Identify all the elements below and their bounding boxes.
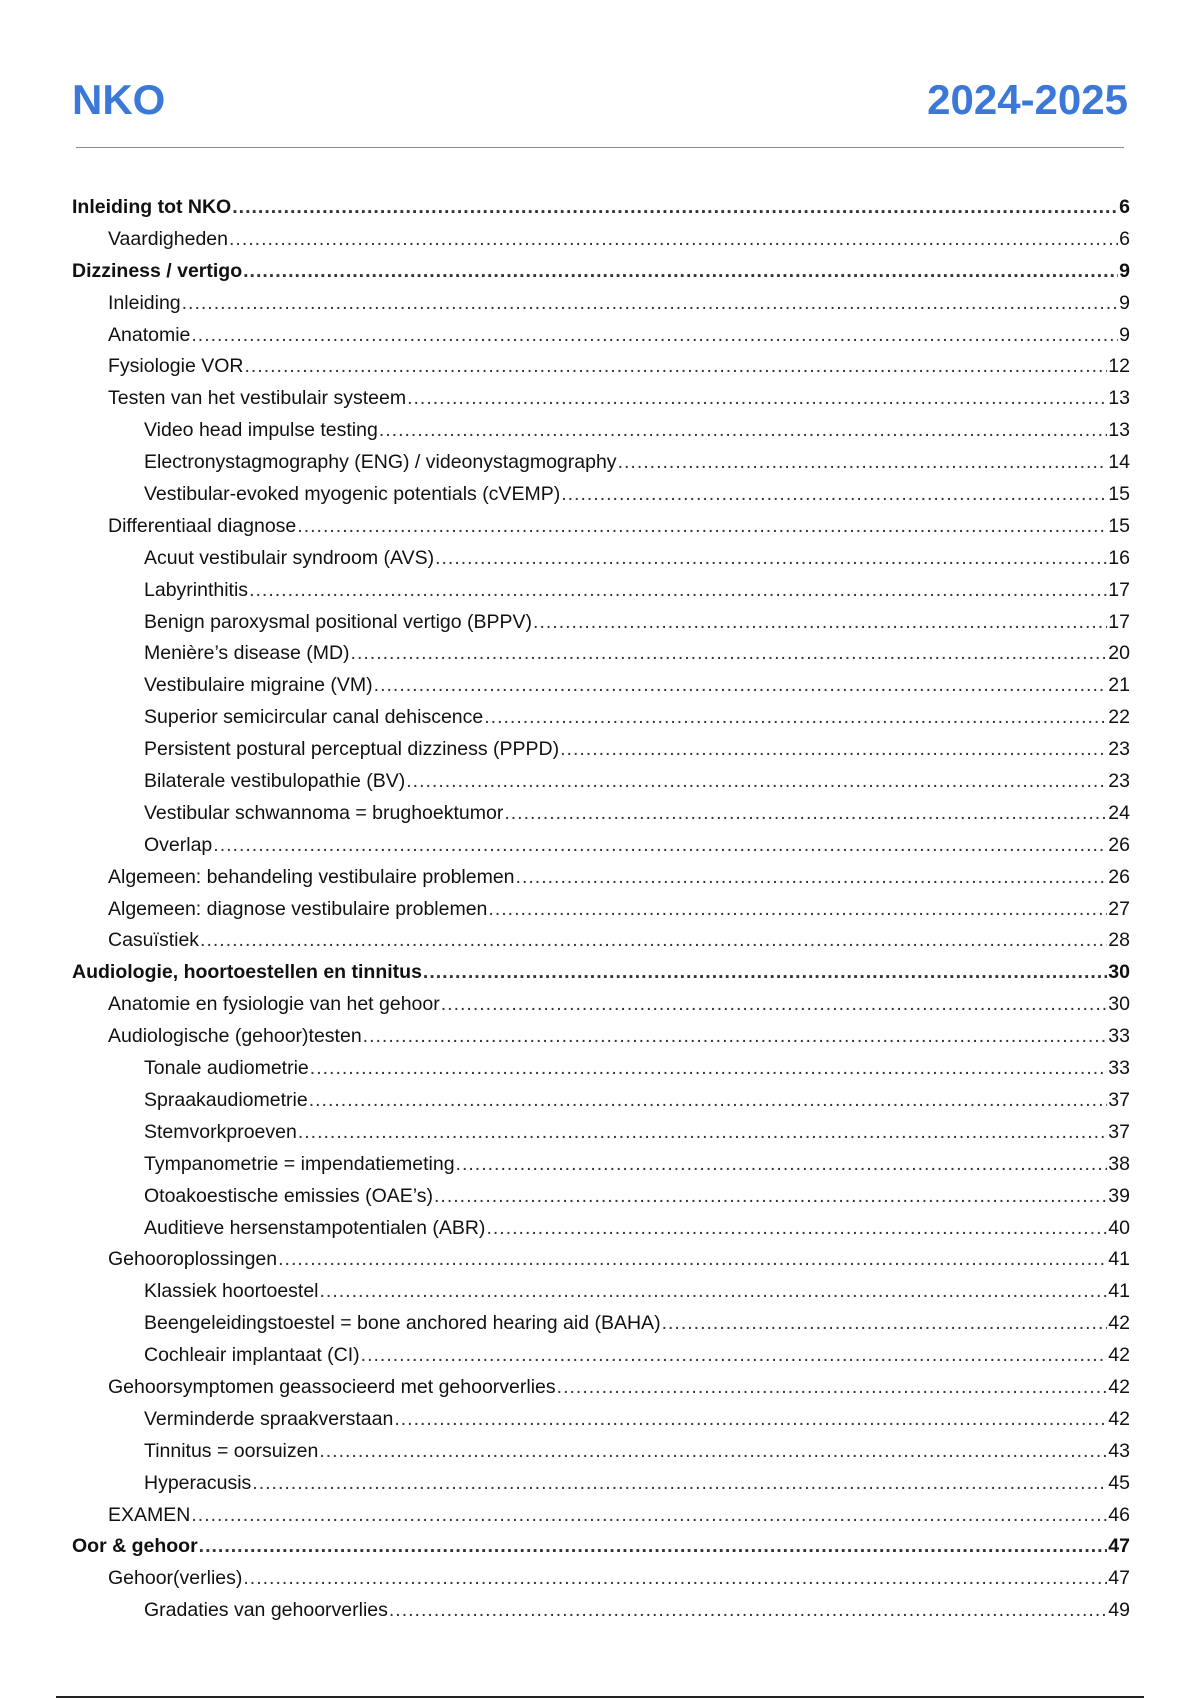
toc-entry-page-number: 23 [1108,738,1130,761]
toc-entry[interactable] [72,1308,1130,1340]
toc-dot-leader [389,1595,1107,1627]
toc-entry[interactable] [72,1468,1130,1500]
toc-entry-page-number: 39 [1108,1184,1130,1207]
toc-entry[interactable] [72,1531,1130,1563]
toc-entry[interactable] [72,1213,1130,1245]
toc-entry-label: Auditieve hersenstampotentialen (ABR) [144,1216,486,1239]
toc-dot-leader [249,575,1107,607]
toc-entry-label: Fysiologie VOR [108,355,244,378]
toc-entry[interactable] [72,830,1130,862]
toc-entry-page-number: 6 [1119,227,1130,250]
toc-entry-label: Otoakoestische emissies (OAE’s) [144,1184,433,1207]
toc-entry[interactable] [72,607,1130,639]
toc-dot-leader [297,511,1107,543]
toc-entry[interactable] [72,1021,1130,1053]
toc-entry-page-number: 13 [1108,387,1130,410]
toc-dot-leader [441,989,1108,1021]
toc-entry-label: Tympanometrie = impendatiemeting [144,1152,455,1175]
footer-divider [56,1696,1144,1698]
toc-entry-page-number: 9 [1119,259,1130,282]
toc-entry-label: Gehoorsymptomen geassocieerd met gehoorverlies [108,1375,556,1398]
toc-entry-label: Anatomie en fysiologie van het gehoor [108,993,440,1016]
toc-entry-page-number: 23 [1108,770,1130,793]
toc-dot-leader [243,1563,1107,1595]
toc-entry[interactable] [72,862,1130,894]
toc-entry[interactable] [72,1085,1130,1117]
toc-entry-label: Audiologie, hoortoestellen en tinnitus [72,961,422,984]
document-title: NKO [72,76,166,123]
toc-entry[interactable] [72,1595,1130,1627]
toc-entry-label: Menière’s disease (MD) [144,642,350,665]
toc-entry[interactable] [72,192,1130,224]
toc-entry-label: Casuïstiek [108,929,200,952]
toc-entry[interactable] [72,320,1130,352]
toc-entry[interactable] [72,957,1130,989]
toc-entry-page-number: 17 [1108,610,1130,633]
toc-dot-leader [213,830,1107,862]
toc-entry-page-number: 24 [1108,801,1130,824]
toc-dot-leader [557,1372,1108,1404]
toc-entry-page-number: 30 [1108,993,1130,1016]
toc-entry-page-number: 28 [1108,929,1130,952]
toc-entry-label: Inleiding [108,291,181,314]
toc-entry-page-number: 46 [1108,1503,1130,1526]
toc-entry-page-number: 41 [1108,1248,1130,1271]
toc-entry-page-number: 26 [1108,865,1130,888]
toc-entry-label: Audiologische (gehoor)testen [108,1025,362,1048]
toc-entry-label: Differentiaal diagnose [108,514,297,537]
toc-entry-label: Oor & gehoor [72,1535,198,1558]
toc-dot-leader [456,1149,1108,1181]
toc-entry-label: Spraakaudiometrie [144,1088,308,1111]
toc-entry-label: Electronystagmography (ENG) / videonystagmography [144,451,617,474]
toc-entry-page-number: 42 [1108,1312,1130,1335]
toc-entry-label: Overlap [144,833,213,856]
toc-entry[interactable] [72,894,1130,926]
toc-entry-label: Hyperacusis [144,1471,252,1494]
toc-entry[interactable] [72,1500,1130,1532]
toc-entry-page-number: 33 [1108,1025,1130,1048]
toc-dot-leader [232,192,1118,224]
toc-entry[interactable] [72,1181,1130,1213]
toc-entry-page-number: 17 [1108,578,1130,601]
toc-dot-leader [200,925,1107,957]
toc-entry-label: Gehoor(verlies) [108,1567,243,1590]
toc-entry-page-number: 12 [1108,355,1130,378]
toc-entry-label: Tonale audiometrie [144,1057,309,1080]
toc-entry[interactable] [72,543,1130,575]
toc-entry-label: Vaardigheden [108,227,228,250]
toc-dot-leader [379,415,1107,447]
toc-entry[interactable] [72,989,1130,1021]
toc-entry-page-number: 14 [1108,451,1130,474]
toc-entry-page-number: 47 [1108,1567,1130,1590]
toc-dot-leader [319,1436,1107,1468]
toc-dot-leader [298,1117,1107,1149]
toc-entry-page-number: 20 [1108,642,1130,665]
toc-dot-leader [363,1021,1108,1053]
toc-dot-leader [310,1053,1108,1085]
toc-entry-page-number: 42 [1108,1375,1130,1398]
toc-dot-leader [374,670,1108,702]
document-year: 2024-2025 [927,76,1128,123]
toc-entry-page-number: 26 [1108,833,1130,856]
toc-entry-page-number: 43 [1108,1439,1130,1462]
toc-entry-label: Bilaterale vestibulopathie (BV) [144,770,406,793]
toc-entry-page-number: 6 [1119,196,1130,218]
toc-dot-leader [484,702,1107,734]
toc-entry[interactable] [72,798,1130,830]
toc-entry-label: Benign paroxysmal positional vertigo (BPPV) [144,610,533,633]
toc-entry-page-number: 47 [1108,1535,1130,1558]
toc-entry[interactable] [72,1149,1130,1181]
toc-entry-label: Algemeen: behandeling vestibulaire problemen [108,865,515,888]
toc-dot-leader [309,1085,1108,1117]
page-header [72,74,1128,126]
toc-entry-label: Superior semicircular canal dehiscence [144,706,484,729]
toc-entry-label: Gehooroplossingen [108,1248,278,1271]
toc-entry-label: Video head impulse testing [144,419,378,442]
toc-entry[interactable] [72,415,1130,447]
toc-entry-label: Algemeen: diagnose vestibulaire problemen [108,897,488,920]
toc-dot-leader [560,734,1107,766]
toc-entry[interactable] [72,351,1130,383]
toc-entry[interactable] [72,670,1130,702]
toc-entry[interactable] [72,1436,1130,1468]
toc-entry-label: Verminderde spraakverstaan [144,1407,394,1430]
toc-entry[interactable] [72,383,1130,415]
toc-entry-label: Anatomie [108,323,191,346]
toc-entry-label: Labyrinthitis [144,578,249,601]
toc-dot-leader [434,1181,1107,1213]
toc-entry-page-number: 37 [1108,1120,1130,1143]
toc-dot-leader [561,479,1107,511]
toc-entry-label: Inleiding tot NKO [72,196,232,218]
toc-entry-label: Beengeleidingstoestel = bone anchored hearing aid (BAHA) [144,1312,661,1335]
toc-entry-page-number: 9 [1119,291,1130,314]
toc-dot-leader [488,894,1107,926]
toc-entry-label: Tinnitus = oorsuizen [144,1439,319,1462]
toc-dot-leader [406,766,1107,798]
toc-dot-leader [423,957,1107,989]
toc-entry-page-number: 40 [1108,1216,1130,1239]
toc-entry-page-number: 45 [1108,1471,1130,1494]
toc-dot-leader [243,256,1118,288]
toc-entry[interactable] [72,766,1130,798]
toc-entry[interactable] [72,925,1130,957]
header-divider [76,147,1124,148]
toc-dot-leader [182,288,1119,320]
toc-entry-page-number: 41 [1108,1280,1130,1303]
toc-entry-label: Testen van het vestibulair systeem [108,387,407,410]
toc-dot-leader [191,320,1118,352]
toc-entry-label: Persistent postural perceptual dizziness (PPPD) [144,738,560,761]
toc-entry-page-number: 42 [1108,1344,1130,1367]
toc-entry[interactable] [72,224,1130,256]
toc-dot-leader [351,638,1108,670]
toc-dot-leader [486,1213,1107,1245]
toc-entry[interactable] [72,575,1130,607]
toc-dot-leader [199,1531,1108,1563]
toc-entry-label: Stemvorkproeven [144,1120,297,1143]
toc-entry[interactable] [72,638,1130,670]
toc-entry-label: Dizziness / vertigo [72,259,243,282]
toc-entry-label: Vestibular-evoked myogenic potentials (cVEMP) [144,483,561,506]
toc-entry-page-number: 27 [1108,897,1130,920]
toc-entry-page-number: 30 [1108,961,1130,984]
toc-entry[interactable] [72,1372,1130,1404]
toc-entry-page-number: 9 [1119,323,1130,346]
toc-dot-leader [320,1276,1108,1308]
toc-dot-leader [244,351,1107,383]
toc-dot-leader [278,1244,1107,1276]
toc-entry-label: Acuut vestibulair syndroom (AVS) [144,546,435,569]
toc-entry[interactable] [72,1563,1130,1595]
toc-entry-label: Gradaties van gehoorverlies [144,1599,388,1622]
toc-entry[interactable] [72,1276,1130,1308]
toc-dot-leader [662,1308,1108,1340]
toc-dot-leader [394,1404,1107,1436]
toc-dot-leader [407,383,1107,415]
toc-entry[interactable] [72,1244,1130,1276]
toc-entry-page-number: 15 [1108,483,1130,506]
toc-entry[interactable] [72,447,1130,479]
toc-entry[interactable] [72,1117,1130,1149]
toc-entry-page-number: 42 [1108,1407,1130,1430]
toc-dot-leader [516,862,1108,894]
toc-dot-leader [504,798,1107,830]
toc-entry-label: Cochleair implantaat (CI) [144,1344,360,1367]
toc-entry[interactable] [72,1053,1130,1085]
toc-entry-label: EXAMEN [108,1503,191,1526]
toc-entry-page-number: 21 [1108,674,1130,697]
toc-entry-page-number: 22 [1108,706,1130,729]
toc-dot-leader [229,224,1118,256]
toc-dot-leader [533,607,1107,639]
toc-entry-page-number: 37 [1108,1088,1130,1111]
toc-dot-leader [435,543,1107,575]
toc-entry[interactable] [72,1340,1130,1372]
toc-entry[interactable] [72,288,1130,320]
toc-entry[interactable] [72,479,1130,511]
toc-entry-page-number: 13 [1108,419,1130,442]
toc-dot-leader [361,1340,1108,1372]
toc-entry-page-number: 16 [1108,546,1130,569]
toc-entry[interactable] [72,511,1130,543]
toc-entry-page-number: 38 [1108,1152,1130,1175]
toc-dot-leader [618,447,1108,479]
toc-entry[interactable] [72,734,1130,766]
toc-dot-leader [252,1468,1107,1500]
toc-entry-page-number: 33 [1108,1057,1130,1080]
toc-dot-leader [191,1500,1107,1532]
toc-entry[interactable] [72,256,1130,288]
table-of-contents [72,192,1130,1627]
toc-entry-page-number: 15 [1108,514,1130,537]
toc-entry-label: Klassiek hoortoestel [144,1280,319,1303]
toc-entry-label: Vestibulaire migraine (VM) [144,674,373,697]
toc-entry[interactable] [72,702,1130,734]
toc-entry-label: Vestibular schwannoma = brughoektumor [144,801,504,824]
toc-entry[interactable] [72,1404,1130,1436]
toc-entry-page-number: 49 [1108,1599,1130,1622]
